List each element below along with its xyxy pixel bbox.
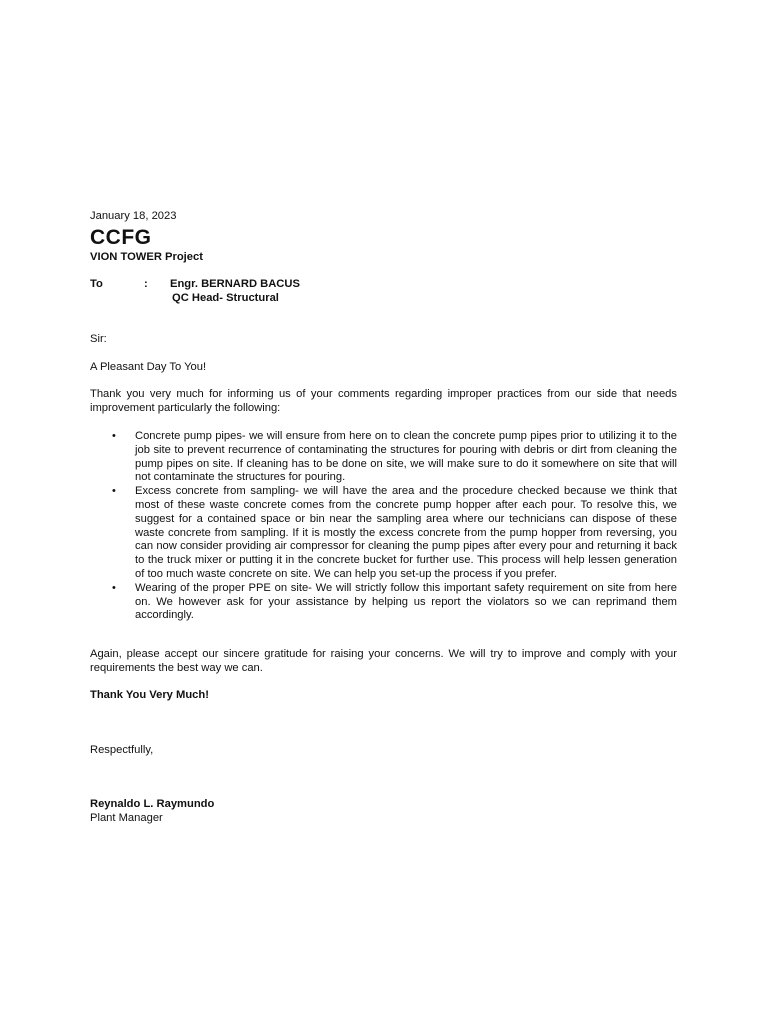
company-name: CCFG (90, 226, 152, 249)
letter-date: January 18, 2023 (90, 210, 177, 222)
signer-name: Reynaldo L. Raymundo (90, 798, 215, 810)
list-item-text: Concrete pump pipes- we will ensure from here on to clean the concrete pump pipes prior to utilizing it to the job site to prevent recurrence of contaminating the structures for pouring with debris or dirt from cleaning the pump pipes on site. If cleaning has to be done on site, we will make sure to do it somewhere on site that will not contaminate the structures for pouring. (135, 430, 677, 484)
list-item (90, 430, 677, 485)
to-label: To (90, 278, 103, 290)
list-item-text: Wearing of the proper PPE on site- We will strictly follow this important safety requirement on site from here on. We however ask for your assistance by helping us report the violators so we can reprimand them accordingly. (135, 581, 677, 622)
bullet-icon: • (112, 581, 116, 594)
greeting: A Pleasant Day To You! (90, 361, 207, 373)
salutation: Sir: (90, 333, 107, 345)
list-item-text: Excess concrete from sampling- we will have the area and the procedure checked because we think that most of these waste concrete comes from the concrete pump hopper after each pour. To resolve this, we suggest for a contained space or bin near the sampling area where our technicians can dispose of these waste concrete from sampling. If it is mostly the excess concrete from the pump hopper from reversing, you can now consider providing air compressor for cleaning the pump pipes after every pour and returning it back to the truck mixer or putting it in the concrete bucket for further use. This process will help lessen generation of too much waste concrete on site. We can help you set-up the process if you prefer. (135, 485, 677, 580)
recipient-title: QC Head- Structural (172, 292, 279, 304)
complimentary-close: Respectfully, (90, 744, 154, 756)
bullet-icon: • (112, 430, 116, 442)
bullet-list (90, 430, 677, 623)
intro-paragraph: Thank you very much for informing us of your comments regarding improper practices from our side that needs improvement particularly the following: (90, 388, 677, 414)
closing-paragraph: Again, please accept our sincere gratitude for raising your concerns. We will try to improve and comply with your requirements the best way we can. (90, 648, 677, 674)
project-name: VION TOWER Project (90, 251, 203, 263)
list-item (90, 582, 677, 623)
to-colon: : (144, 278, 148, 290)
recipient-name: Engr. BERNARD BACUS (170, 278, 300, 290)
signer-title: Plant Manager (90, 812, 163, 824)
bullet-icon: • (112, 485, 116, 498)
list-item (90, 485, 677, 582)
thanks-line: Thank You Very Much! (90, 689, 209, 701)
